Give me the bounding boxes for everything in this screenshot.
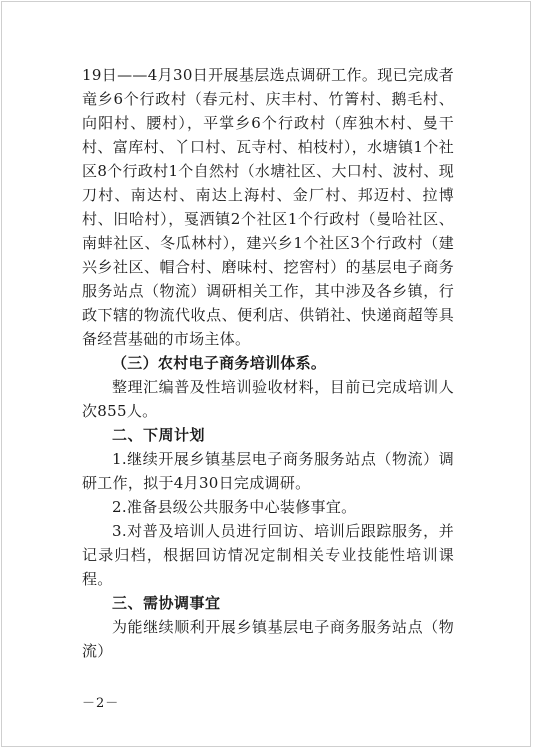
plan-item-3: 3.对普及培训人员进行回访、培训后跟踪服务，并记录归档，根据回访情况定制相关专业技能性培训课程。	[82, 522, 454, 588]
heading-next-week-plan: 二、下周计划	[112, 426, 206, 444]
subheading-training-system: （三）农村电子商务培训体系。	[112, 354, 327, 372]
plan-item-2: 2.准备县级公共服务中心装修事宜。	[112, 498, 357, 516]
paragraph-coordination-start: 为能继续顺利开展乡镇基层电子商务服务站点（物流）	[82, 618, 454, 660]
heading-coordination-items: 三、需协调事宜	[112, 594, 221, 612]
document-body	[82, 63, 454, 663]
plan-item-1: 1.继续开展乡镇基层电子商务服务站点（物流）调研工作，拟于4月30日完成调研。	[82, 450, 454, 492]
paragraph-village-survey: 19日——4月30日开展基层选点调研工作。现已完成者竜乡6个行政村（春元村、庆丰村、竹箐村、鹅毛村、向阳村、腰村），平掌乡6个行政村（库独木村、曼干村、富库村、丫口村、瓦寺村、柏枝村），水塘镇1个社区8个行政村1个自然村（水塘社区、大口村、波村、现刀村、南达村、南达上海村、金厂村、邦迈村、拉博村、旧哈村），戛洒镇2个社区1个行政村（曼哈社区、南蚌社区、冬瓜林村），建兴乡1个社区3个行政村（建兴乡社区、帽合村、磨味村、挖窖村）的基层电子商务服务站点（物流）调研相关工作，其中涉及各乡镇，行政下辖的物流代收点、便利店、供销社、快递商超等具备经营基础的市场主体。	[82, 66, 454, 348]
paragraph-training-count: 整理汇编普及性培训验收材料，目前已完成培训人次855人。	[82, 378, 454, 420]
page-number: －2－	[82, 696, 120, 711]
